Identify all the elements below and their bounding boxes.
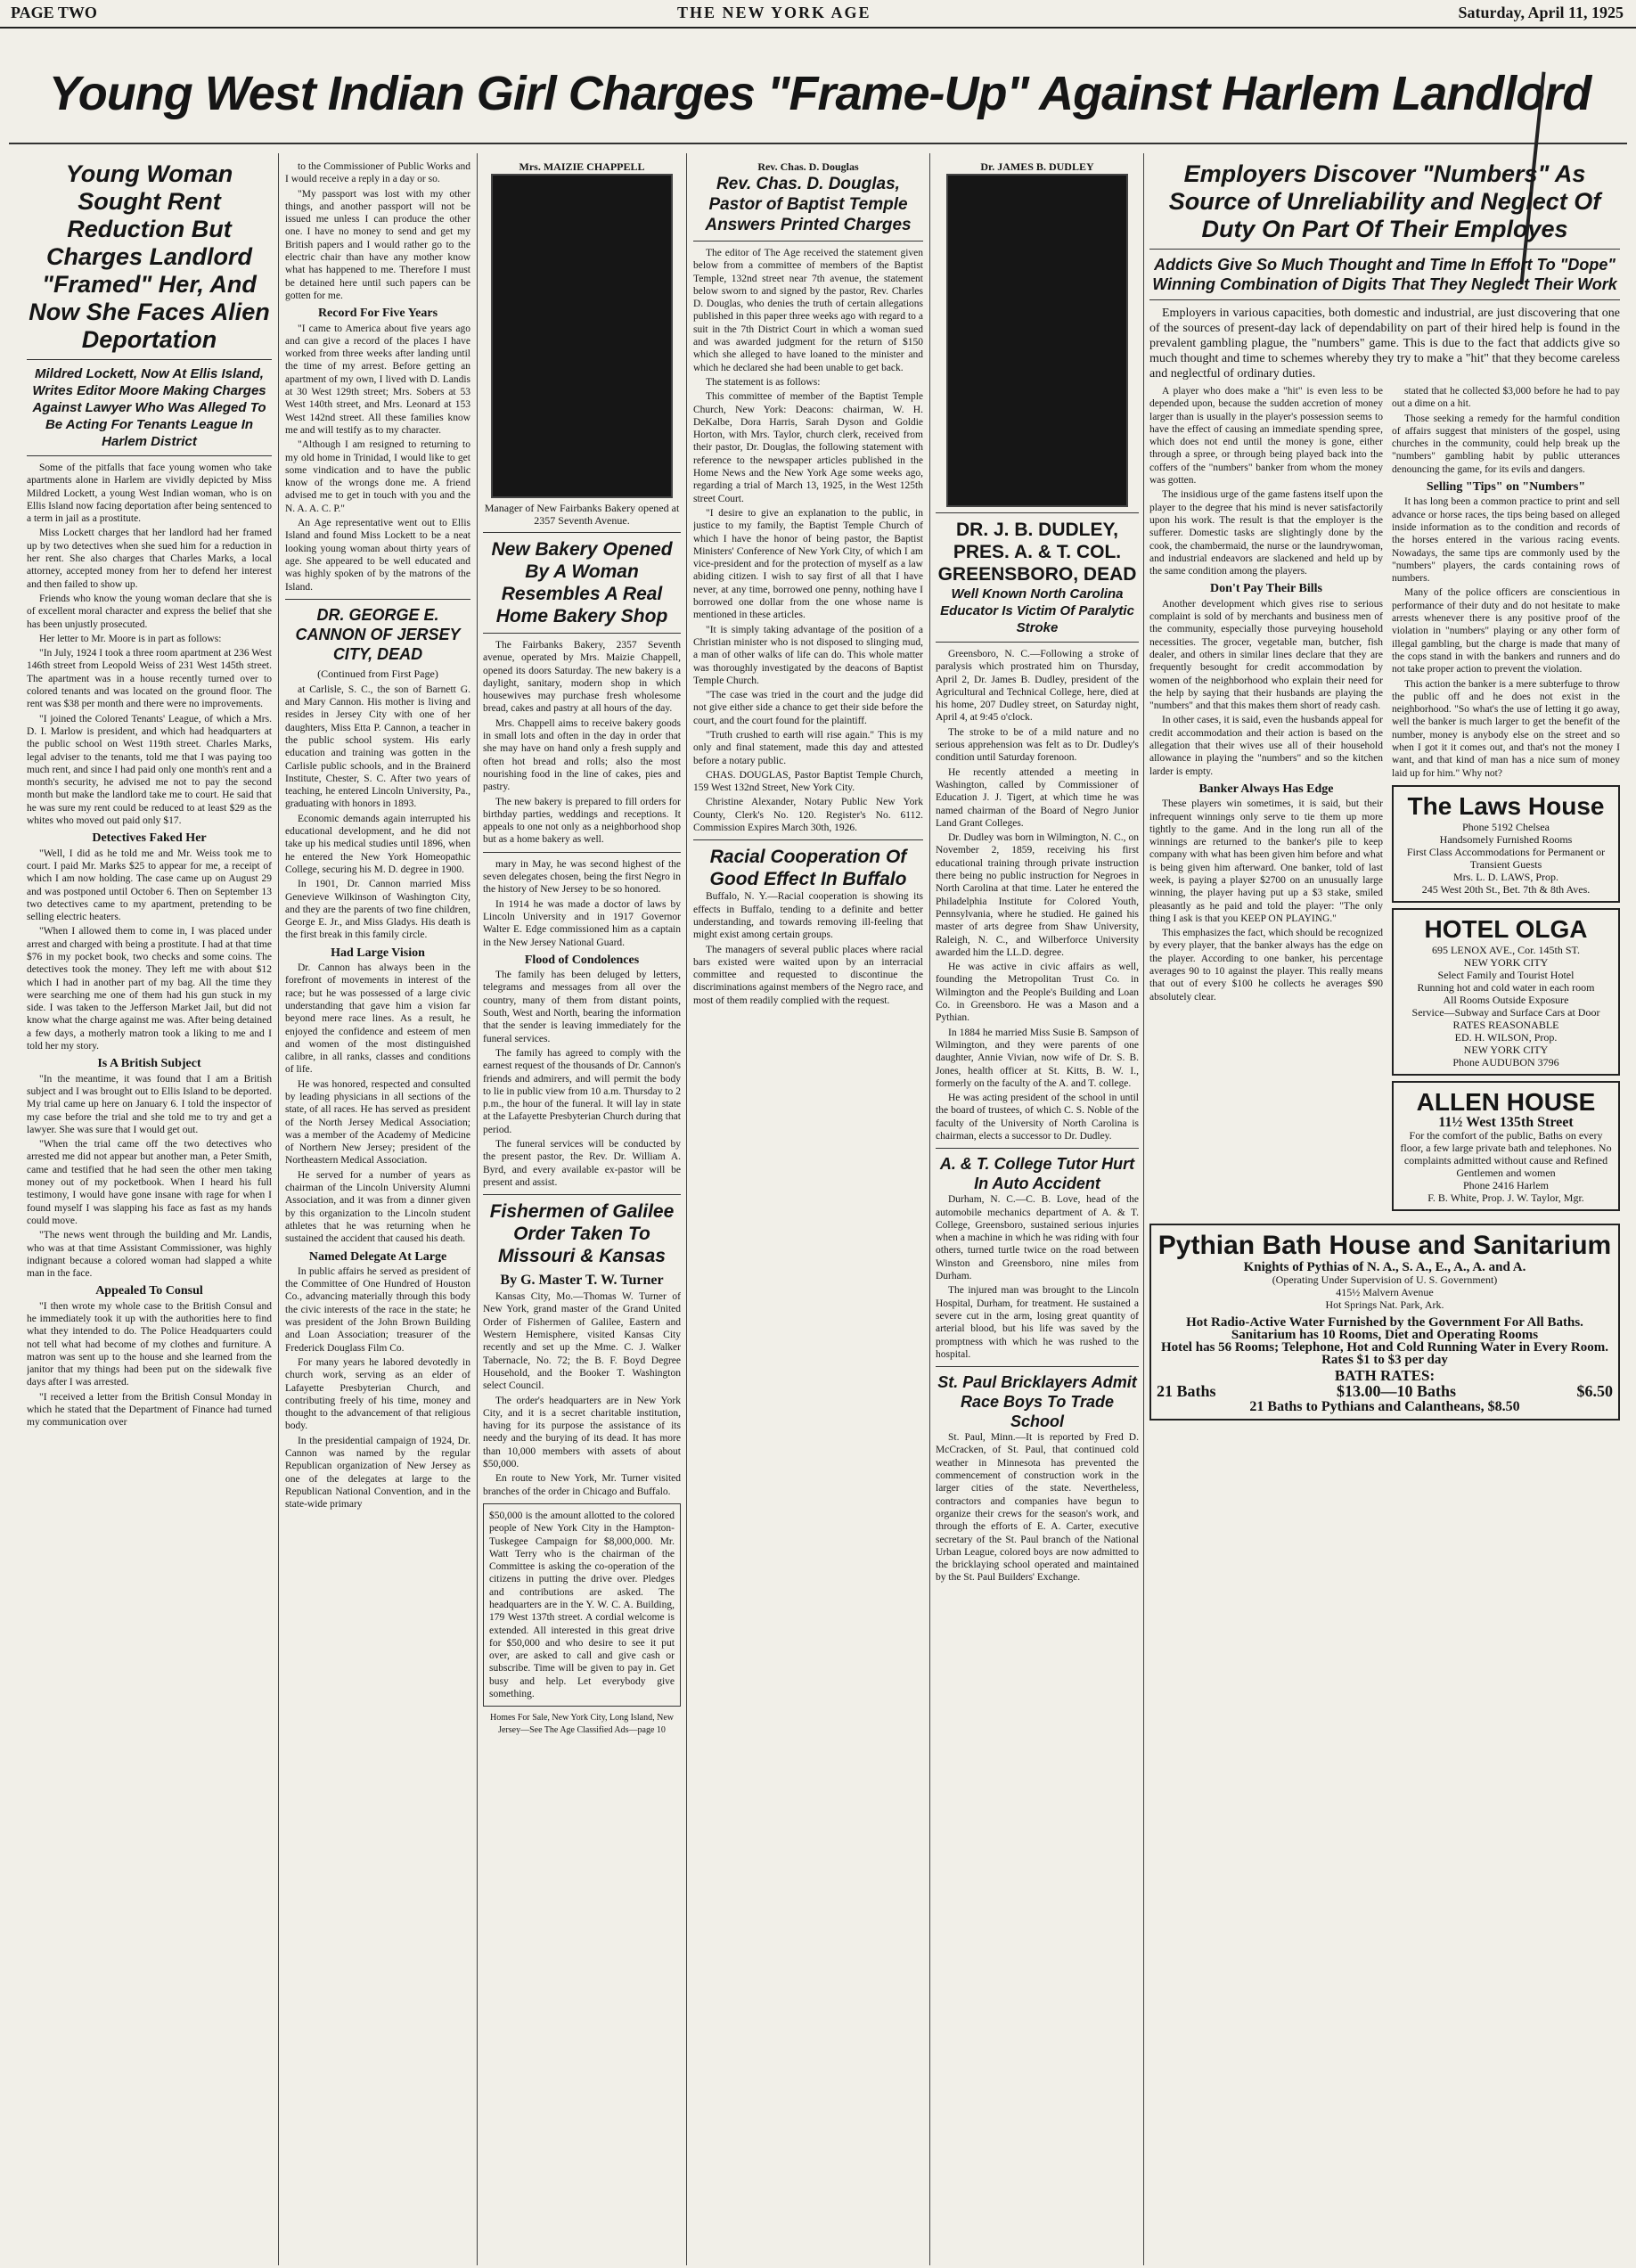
paragraph: "When the trial came off the two detectives who arrested me did not appear but another man, a Peter Smith, came and testified that he had seen the other men taking money out of my pocketbook. When I heard his full testimony, I would have gone insane with rage for when I found myself I was slapping his face as fast as my hands could move. <box>27 1139 272 1226</box>
ad-line: Phone AUDUBON 3796 <box>1452 1055 1559 1068</box>
ad-line: Mrs. L. D. LAWS, Prop. <box>1452 870 1559 883</box>
tutor-story <box>936 1193 1139 1361</box>
paragraph: In other cases, it is said, even the husbands appeal for credit accommodation and their action is based on the allegation that their wives use all of their household allowance in playing the "numbers" and so the kitchen larder is empty. <box>1149 715 1383 777</box>
ad-line: ED. H. WILSON, Prop. <box>1454 1030 1558 1044</box>
laws-house-ad <box>1392 785 1620 903</box>
paragraph: "In July, 1924 I took a three room apartment at 236 West 146th street from Leopold Weiss of 231 West 145th street. The apartment was in a house recently turned over to colored tenants and was located on the ground floor. The rent was $38 per month and there were no improvements. <box>27 648 272 710</box>
paragraph: "I came to America about five years ago and can give a record of the places I have worked from three weeks after landing until the time of my arrest. Before getting an apartment of my own, I lived with D. Landis at 30 West 129th street; Mrs. Sobers at 53 West 140th street, and Mrs. Leonard at 153 West 142nd street. All these families know me and will testify as to my character. <box>285 323 470 436</box>
subhead: Named Delegate At Large <box>308 1249 447 1264</box>
ad-rate-row: 21 Baths to Pythians and Calantheans, $8.50 <box>1249 1398 1520 1414</box>
paragraph: "It is simply taking advantage of the position of a Christian minister who is not disposed to slinging mud, a man of other walks of life can do. This whole matter was thoroughly investigated by the deacons of Baptist Temple Church. <box>693 624 923 686</box>
ad-line: All Rooms Outside Exposure <box>1443 993 1569 1006</box>
paragraph: "When I allowed them to come in, I was placed under arrest and charged with being a prostitute. I had at that time $76 in my pocket book, two checks and some coins. The detectives took the money. They left me with about $12 which I had in another part of my bag. All the time they were searching me one of them had his gun stuck in my side. I was taken to the Jefferson Market Jail, but did not know what the charge against me was. After being detained a few days, a motherly matron took a liking to me and I told her my story. <box>27 926 272 1052</box>
column-1 <box>27 160 272 2255</box>
paragraph: Her letter to Mr. Moore is in part as follows: <box>39 633 222 644</box>
paragraph: The insidious urge of the game fastens itself upon the player to the degree that his mind is never satisfactorily upon his work. The result is that the employer is the sufferer. Domestic tasks are slightingly done by the cook, the chambermaid, the nurse or the laundrywoman, and industrial endeavors are slackened and held up by the same condition among the players. <box>1149 489 1383 577</box>
paper-name: THE NEW YORK AGE <box>677 4 871 21</box>
racial-headline: Racial Cooperation Of Good Effect In Buffalo <box>709 847 907 890</box>
ad-line: Select Family and Tourist Hotel <box>1437 968 1575 981</box>
bricklayers-story <box>936 1431 1139 1584</box>
ad-hotel-note: Hotel has 56 Rooms; Telephone, Hot and Cold Running Water in Every Room. Rates $1 to $3 per day <box>1160 1339 1608 1367</box>
paragraph: Employers in various capacities, both domestic and industrial, are just discovering that one of the sources of present-day lack of dependability on part of their hired help is found in the prevalent gambling plague, the "numbers" game. This is due to the fact that addicts give so much thought and time to schemes whereby they try to make a "hit" that they become careless and neglectful of ordinary duties. <box>1149 307 1620 381</box>
headline-rule <box>9 143 1627 144</box>
paragraph: In 1884 he married Miss Susie B. Sampson of Wilmington, and they were parents of one daughter, Annie Vivian, now wife of Dr. S. B. Jones, health officer at St. Kitts, B. W. I., formerly on the faculty of the A. and T. college. <box>936 1027 1139 1089</box>
numbers-story-left <box>1149 385 1383 1216</box>
subhead: Record For Five Years <box>317 307 438 321</box>
column-5 <box>936 160 1139 2255</box>
paragraph: The editor of The Age received the statement given below from a committee of members of the Baptist Temple, 132nd street near 7th avenue, the statement below sworn to and signed by the pastor, Rev. Charles D. Douglas, who denies the truth of certain allegations published in this paper three weeks ago with regard to a suit in the 7th District Court in which a woman sued and was awarded judgment for the return of $150 which she alleged to have loaned to the minister and which he declared she had been unable to get back. <box>693 248 923 373</box>
fishermen-story <box>483 1290 681 1498</box>
paragraph: He recently attended a meeting in Washington, called by Commissioner of Education J. J. Tigert, at which time he was named chairman of the Board of Negro Junior Land Grant Colleges. <box>936 766 1139 829</box>
ad-line: Handsomely Furnished Rooms <box>1439 832 1573 846</box>
page-label: PAGE TWO <box>11 4 97 21</box>
paragraph: St. Paul, Minn.—It is reported by Fred D. McCracken, of St. Paul, that continued cold weather in Minnesota has prevented the commencement of construction work in the larger cities of the state. Nevertheless, contractors and companies have begun to organize their crews for the season's work, and through the efforts of E. A. Carter, executive secretary of the St. Paul branch of the National Urban League, colored boys are now admitted to the bricklaying school operated and maintained by the St. Paul Builders' Exchange. <box>936 1432 1139 1584</box>
column-6 <box>1149 160 1620 2255</box>
ad-line: Service—Subway and Surface Cars at Door <box>1411 1005 1600 1019</box>
photo-label: Dr. JAMES B. DUDLEY <box>980 160 1094 173</box>
paragraph: For many years he labored devotedly in church work, serving as an elder of Lafayette Presbyterian Church, and contributing freely of his time, money and thought to the advancement of that religious body. <box>285 1356 470 1432</box>
story-rule <box>936 1366 1139 1367</box>
portrait-photo <box>946 174 1128 507</box>
signature-line: CHAS. DOUGLAS, Pastor Baptist Temple Church, 159 West 132nd Street, New York City. <box>693 769 923 794</box>
hotel-olga-ad <box>1392 908 1620 1076</box>
subhead: Appealed To Consul <box>95 1284 203 1298</box>
subhead: Had Large Vision <box>331 946 425 960</box>
rate-right: $6.50 <box>1576 1381 1613 1400</box>
column-rule <box>278 153 279 2265</box>
paragraph: Buffalo, N. Y.—Racial cooperation is showing its effects in Buffalo, tending to a definite and better understanding, and towards removing ill-feeling that might exist among certain groups. <box>693 891 923 941</box>
ad-line: For the comfort of the public, Baths on every floor, a few large private bath and telephones. No complaints admitted without cause and Refined Gentlemen and women <box>1400 1128 1612 1179</box>
story-rule <box>483 633 681 634</box>
cannon-headline: DR. GEORGE E. CANNON OF JERSEY CITY, DEAD <box>295 605 461 663</box>
paragraph: to the Commissioner of Public Works and I would receive a reply in a day or so. <box>285 161 470 185</box>
rate-left: 21 Baths <box>1157 1381 1216 1400</box>
ad-title: The Laws House <box>1407 791 1605 820</box>
paragraph: Greensboro, N. C.—Following a stroke of paralysis which prostrated him on Thursday, April 2, Dr. James B. Dudley, president of the Agricultural and Technical College, here, died at his home, 207 Dudley street, on Saturday night, April 4, at 9:45 o'clock. <box>936 649 1139 724</box>
column-rule <box>477 153 478 2265</box>
lockett-story <box>27 462 272 1429</box>
paragraph: These players win sometimes, it is said, but their infrequent winnings only serve to tie them up more tightly to the game. And in the long run all of the winnings are returned to the banker's pile to keep company with what has been given him before and what is being given him afterward. One banker, told of last week, is paying a player $2700 on an unusually large winning, the player having put up a $3 stake, smiled pleasantly as he paid and told the player: "The only thing I ask is that you KEEP ON PLAYING." <box>1149 798 1383 924</box>
paragraph: A player who does make a "hit" is even less to be depended upon, because the sudden accretion of money larger than is usually in the player's possession seems to have the effect of causing an immediate spending spree, which does not end until the money is gone, either through a spree, or through being played back into the coffers of the "numbers" banker from whom the money was gotten. <box>1149 386 1383 487</box>
ad-line: Phone 5192 Chelsea <box>1462 820 1550 833</box>
ad-line: Hot Springs Nat. Park, Ark. <box>1325 1298 1444 1311</box>
paragraph: "The news went through the building and Mr. Landis, who was at that time Assistant Commissioner, was highly indignant because a colored woman had slapped a white man in the face. <box>27 1230 272 1280</box>
paragraph: The new bakery is prepared to fill orders for birthday parties, weddings and receptions. It appeals to one not only as a neighborhood shop but as a home bakery as well. <box>483 796 681 846</box>
paragraph: The statement is as follows: <box>706 376 821 388</box>
ad-line: RATES REASONABLE <box>1452 1018 1559 1031</box>
deck-rule <box>1149 299 1620 300</box>
ad-line: Phone 2416 Harlem <box>1463 1178 1549 1191</box>
ad-rate-row <box>1157 1382 1613 1401</box>
column-2 <box>285 160 470 2255</box>
numbers-story-right <box>1392 385 1620 780</box>
tutor-headline: A. & T. College Tutor Hurt In Auto Accident <box>939 1155 1135 1193</box>
classified-note: Homes For Sale, New York City, Long Island, New Jersey—See The Age Classified Ads—page 10 <box>489 1713 674 1736</box>
paragraph: Durham, N. C.—C. B. Love, head of the automobile mechanics department of A. & T. College, Greensboro, sustained serious injuries when a machine in which he was riding with four others, turned turtle twice on the road between Winston and Greensboro, nine miles from Durham. <box>936 1194 1139 1282</box>
ad-line: F. B. White, Prop. J. W. Taylor, Mgr. <box>1427 1191 1584 1204</box>
column-4 <box>693 160 923 2255</box>
paragraph: He was honored, respected and consulted by leading physicians in all sections of the state, of all races. He has served as president of the North Jersey Medical Association; was a member of the Academy of Medicine of Northern New Jersey; president of the Northeastern Medical Association. <box>285 1078 470 1167</box>
paragraph: "Well, I did as he told me and Mr. Weiss took me to court. I paid Mr. Marks $25 to appear for me, a receipt of which I am now holding. The case came up on August 29 and was postponed until October 6. Then on September 13 two detectives came to my apartment, pretending to be selling electric heaters. <box>27 847 272 923</box>
paragraph: Some of the pitfalls that face young women who take apartments alone in Harlem are vividly depicted by Miss Mildred Lockett, a young West Indian woman, who is on Ellis Island now facing deportation after being sentenced to a term in jail as a prostitute. <box>27 463 272 525</box>
paragraph: The stroke to be of a mild nature and no serious apprehension was felt as to Dr. Dudley's condition until Saturday forenoon. <box>936 726 1139 764</box>
paragraph: Those seeking a remedy for the harmful condition of affairs suggest that ministers of the gospel, using churches in the community, could help break up the "numbers" gambling habit by public utterances denouncing the game, for its evils and dangers. <box>1392 413 1620 475</box>
deck-rule <box>1149 249 1620 250</box>
photo-caption: Manager of New Fairbanks Bakery opened at 2357 Seventh Avenue. <box>484 502 680 527</box>
story-rule <box>693 241 923 242</box>
ad-title: Pythian Bath House and Sanitarium <box>1157 1230 1612 1260</box>
rate-mid: $13.00—10 Baths <box>1337 1381 1457 1400</box>
numbers-headline: Employers Discover "Numbers" As Source of Unreliability and Neglect Of Duty On Part Of Their Employes <box>1168 160 1601 242</box>
paragraph: In public affairs he served as president of the Committee of One Hundred of Houston Co., advancing materially through this body the civic interests of the race in the state; he was president of the John Brown Building and Loan Association; treasurer of the Frederick Douglass Film Co. <box>285 1265 470 1354</box>
paragraph: He served for a number of years as chairman of the Lincoln University Alumni Association, and it was from a dinner given by this organization to the Lincoln student athletes that he was returning when he sustained the accident that caused his death. <box>285 1169 470 1245</box>
paragraph: He was active in civic affairs as well, founding the Metropolitan Trust Co. in Wilmington and the People's Building and Loan Co. in Greensboro. He was a Mason and a Pythian. <box>936 962 1139 1024</box>
column-3 <box>483 160 681 2255</box>
continued-note: (Continued from First Page) <box>317 667 438 680</box>
story-rule <box>936 1148 1139 1149</box>
paragraph: The Fairbanks Bakery, 2357 Seventh avenue, operated by Mrs. Maizie Chappell, opened its doors Saturday. The new bakery is a daylight, sanitary, modern shop in which housewives may purchase fresh wholesome bread, cakes and pastry at all hours of the day. <box>483 640 681 715</box>
subhead: Don't Pay Their Bills <box>1210 582 1322 596</box>
paragraph: An Age representative went out to Ellis Island and found Miss Lockett to be a neat looking young woman about thirty years of age. She appeared to be well educated and was highly spoken of by the matrons of the Island. <box>285 518 470 593</box>
subhead: Detectives Faked Her <box>92 831 207 846</box>
ad-line: Running hot and cold water in each room <box>1417 980 1595 994</box>
paragraph: The order's headquarters are in New York City, and it is a secret charitable institution, having for its purpose the assistance of its needy and the burying of its dead. It has more than 10,000 members with assets of about $50,000. <box>483 1395 681 1470</box>
paragraph: In 1914 he was made a doctor of laws by Lincoln University and in 1917 Governor Walter E. Edge commissioned him as a captain in the New Jersey National Guard. <box>483 898 681 948</box>
column-rule <box>686 153 687 2265</box>
paragraph: In 1901, Dr. Cannon married Miss Genevieve Wilkinson of Washington City, and they are the parents of two fine children, George E. Jr., and Miss Gladys. His death is the first break in this family circle. <box>285 879 470 941</box>
paragraph: Mrs. Chappell aims to receive bakery goods in small lots and often in the day in order that she may have on hand only a fresh supply and often hot bread and rolls; also the most nourishing food in the line of cakes, pies and pastry. <box>483 717 681 793</box>
paragraph: "In the meantime, it was found that I am a British subject and I was brought out to Ellis Island to be deported. My trial came up here on January 6. I told the inspector of my case before the trial and she told me to try and get a lawyer. She was sure that I would get out. <box>27 1073 272 1135</box>
douglas-story <box>693 247 923 834</box>
paragraph: at Carlisle, S. C., the son of Barnett G. and Mary Cannon. His mother is living and resides in Jersey City with one of her daughters, Miss Etta P. Cannon, a teacher in the public school system. His early education and training was gotten in the Carlisle public schools, and in the Brainerd Institute, Chester, S. C. After two years of teaching, he entered Lincoln University, Pa., graduating with honors in 1893. <box>285 684 470 810</box>
paragraph: The managers of several public places where racial bars existed were waited upon by an interracial committee and requested to discontinue the discriminations against members of the Negro race, and most of them readily complied with the request. <box>693 944 923 1006</box>
story-rule <box>285 599 470 600</box>
ad-title: ALLEN HOUSE <box>1416 1087 1596 1116</box>
deck-rule <box>27 455 272 456</box>
story-rule <box>936 512 1139 513</box>
paragraph: Many of the police officers are conscientious in performance of their duty and do not hesitate to make arrests whenever there is any positive proof of the violation in "numbers" playing or any other form of illegal gambling, but the charge is made that many of the cops stand in with the bankers and runners and do not take proper action to prevent the violation. <box>1392 587 1620 675</box>
cannon-story <box>285 684 470 1511</box>
column-rule <box>1143 153 1144 2265</box>
banner-headline: Young West Indian Girl Charges "Frame-Up" Against Harlem Landlord <box>48 67 1591 120</box>
allen-house-ad <box>1392 1081 1620 1211</box>
paragraph: In the presidential campaign of 1924, Dr. Cannon was named by the regular Republican organization of New Jersey as one of the delegates at large to the Republican National Convention, and in the state-wide primary <box>285 1435 470 1511</box>
page-folio <box>0 0 1636 29</box>
paragraph: En route to New York, Mr. Turner visited branches of the order in Chicago and Buffalo. <box>483 1473 681 1497</box>
racial-story <box>693 890 923 1007</box>
story-rule <box>693 839 923 840</box>
notary-line: Christine Alexander, Notary Public New York County, Clerk's No. 120. Register's No. 6112. Commission Expires March 30th, 1926. <box>693 797 923 834</box>
paragraph: "The case was tried in the court and the judge did not give either side a chance to get their side before the court, and the court found for the plaintiff. <box>693 690 923 726</box>
dudley-subdeck: Well Known North Carolina Educator Is Victim Of Paralytic Stroke <box>940 586 1134 635</box>
paragraph: Miss Lockett charges that her landlord had her framed up by two detectives when she sued him for a reduction in her rent. She also charges that Charles Marks, a local attorney, accepted money from her to defend her interest and then failed to show up. <box>27 528 272 590</box>
issue-date: Saturday, April 11, 1925 <box>1458 4 1624 21</box>
paragraph: Economic demands again interrupted his educational development, and he did not take up his medical studies until 1896, when he entered the New York Homeopathic College, securing his M. D. degree in 1900. <box>285 813 470 875</box>
ad-line: (Operating Under Supervision of U. S. Government) <box>1272 1273 1498 1286</box>
pythian-bath-house-ad <box>1149 1224 1620 1421</box>
douglas-headline: Rev. Chas. D. Douglas, Pastor of Baptist Temple Answers Printed Charges <box>705 175 912 234</box>
ad-line: NEW YORK CITY <box>1463 1043 1549 1056</box>
story-rule <box>936 642 1139 643</box>
photo-label: Mrs. MAIZIE CHAPPELL <box>519 160 645 173</box>
deck-rule <box>27 359 272 360</box>
numbers-lead <box>1149 306 1620 381</box>
paragraph: Dr. Cannon has always been in the forefront of movements in interest of the race; but he was possessed of a large civic understanding that gave him a vision far beyond mere race lines. As a result, he enjoyed the confidence and esteem of men and women of the most distinguished calibre, in all ranks, classes and conditions of life. <box>285 962 470 1076</box>
paragraph: "I desire to give an explanation to the public, in justice to my family, the Baptist Temple Church of which I have the honor of being pastor, the Baptist Ministers' Conference of New York City, of which I am vice-president and for the protection of myself as a law abiding citizen. I wish to say first of all that I have never, at any time, borrowed one penny, nothing have I borrowed one dollar from the one whose name is mentioned in these articles. <box>693 507 923 621</box>
subhead: Flood of Condolences <box>524 953 640 967</box>
paragraph: mary in May, he was second highest of the seven delegates chosen, being the first Negro in the history of New Jersey to be so honored. <box>483 858 681 896</box>
paragraph: This action the banker is a mere subterfuge to throw the public off and he does not exist in the neighborhood. "So what's the use of letting it go away, well the banker is much larger to get the benefit of the number, money is anybody else on the street and so when I got it it comes out, and that's not the money I want, and that kind of man has a nice sum of money laid up for him." Why not? <box>1392 678 1620 779</box>
lockett-subdeck: Mildred Lockett, Now At Ellis Island, Writes Editor Moore Making Charges Against Lawyer Who Was Alleged To Be Acting For Tenants League In Harlem District <box>32 366 266 449</box>
bakery-headline: New Bakery Opened By A Woman Resembles A Real Home Bakery Shop <box>491 539 673 626</box>
paragraph: "I then wrote my whole case to the British Consul and he immediately took it up with the authorities here to find what they intended to do. The Police Headquarters could not tell what had become of my clothes and furniture. A matron was sent up to the house and she learned from the janitor that my things had been put on the sidewalk five days after I was arrested. <box>27 1300 272 1388</box>
numbers-right-stack <box>1392 385 1620 1216</box>
story-rule <box>483 852 681 853</box>
fishermen-byline: By G. Master T. W. Turner <box>500 1273 664 1289</box>
ad-hot-water-note: Hot Radio-Active Water Furnished by the Government For All Baths. Sanitarium has 10 Rooms, Diet and Operating Rooms <box>1186 1314 1583 1342</box>
ad-line: 695 LENOX AVE., Cor. 145th ST. <box>1432 943 1580 956</box>
ad-line: 415½ Malvern Avenue <box>1336 1285 1434 1298</box>
numbers-subdeck: Addicts Give So Much Thought and Time In Effort To "Dope" Winning Combination of Digits That They Neglect Their Work <box>1152 256 1617 293</box>
ad-line: First Class Accommodations for Permanent or Transient Guests <box>1406 845 1606 871</box>
ad-line: 245 West 20th St., Bet. 7th & 8th Aves. <box>1421 882 1591 896</box>
paragraph: The funeral services will be conducted by the present pastor, the Rev. Dr. William A. Byrd, and every available ex-pastor will be present and assist. <box>483 1138 681 1188</box>
paragraph: stated that he collected $3,000 before he had to pay out a dime on a hit. <box>1392 386 1620 410</box>
subhead: Is A British Subject <box>97 1057 201 1071</box>
story-rule <box>483 532 681 533</box>
subhead: Banker Always Has Edge <box>1198 782 1334 796</box>
bricklayers-headline: St. Paul Bricklayers Admit Race Boys To Trade School <box>937 1373 1137 1431</box>
fishermen-headline: Fishermen of Galilee Order Taken To Missouri & Kansas <box>489 1201 675 1267</box>
story-rule <box>483 1194 681 1195</box>
paragraph: The injured man was brought to the Lincoln Hospital, Durham, for treatment. He sustained a severe cut in the arm, losing great quantity of arterial blood, but his life was saved by the promptness with which he was rushed to the hospital. <box>936 1285 1139 1360</box>
ad-sub: Knights of Pythias of N. A., S. A., E., A., A. and A. <box>1243 1259 1526 1274</box>
paragraph: He was acting president of the school in until the board of trustees, of which C. S. Noble of the faculty of the University of North Carolina is chairman, elects a successor to Dr. Dudley. <box>936 1093 1139 1142</box>
paragraph: Kansas City, Mo.—Thomas W. Turner of New York, grand master of the Grand United Order of Fishermen of Galilee, Eastern and Western Hemisphere, visited Kansas City recently and set up the Mme. C. J. Walker Tabernacle, No. 72; the B. F. Boyd Degree Household, and the Booker T. Washington select Council. <box>483 1291 681 1392</box>
numbers-two-col <box>1149 385 1620 1216</box>
lockett-deck: Young Woman Sought Rent Reduction But Charges Landlord "Framed" Her, And Now She Faces Alien Deportation <box>29 160 270 353</box>
cannon-story-continued <box>483 858 681 1189</box>
paragraph: The family has agreed to comply with the earnest request of the thousands of Dr. Cannon's friends and admirers, and will permit the body to lie in public view from 10 a.m. Thursday to 2 p.m., the hour of the funeral. It will lay in state at the Lafayette Presbyterian Church during that period. <box>483 1047 681 1135</box>
paragraph: Another development which gives rise to serious complaint is sold of by merchants and business men of the community, especially those purveying household necessities. The grocer, vegetable man, butcher, fish dealer, and others in similar lines declare that they are frequently besought for credit accommodation by women of the neighborhood who explain their need for the help by saying that their husbands are playing the "numbers" and that this makes them short of ready cash. <box>1149 598 1383 712</box>
ad-line: NEW YORK CITY <box>1463 955 1549 969</box>
paragraph: This committee of member of the Baptist Temple Church, New York: Deacons: chairman, W. H. DeKalbe, Dora Harris, Sarah Dyson and Goldie Horton, with Mrs. Taylor, church clerk, received from their pastor, Dr. Douglas, the following statement with reference to the newspaper articles published in the Home News and the New York Age some weeks ago, regarding a trial of March 13, 1925, in the West 125th street Court. <box>693 391 923 504</box>
lockett-story-continued <box>285 160 470 594</box>
paragraph: It has long been a common practice to print and sell advance or horse races, the tips being based on alleged inside information as to the condition and records of the horses entered in the various racing events. Nowadays, the same tips are commonly used by the "numbers" players, the cards containing rows of numbers. <box>1392 496 1620 585</box>
ad-bath-rates-label: BATH RATES: <box>1334 1366 1436 1384</box>
ad-address: 11½ West 135th Street <box>1438 1114 1574 1130</box>
paragraph: "I joined the Colored Tenants' League, of which a Mrs. D. I. Marlow is president, and which had headquarters at the public school on West 119th street. Charles Marks, legal adviser to the tenants, told me that I was paying too much rent, and since I had paid only one month's rent and a month's security, he advised me not to pay the second month but make the landlord take me to court. He said that he was sure my rent could be reduced to at least $29 as the whites who moved out paid only $17. <box>27 713 272 827</box>
paragraph: "I received a letter from the British Consul Monday in which he stated that the Department of Finance had turned my communication over <box>27 1391 272 1429</box>
paragraph: The family has been deluged by letters, telegrams and messages from all over the country, many of them from distant points, South, West and North, bearing the information that the sender is leaving immediately for the funeral services. <box>483 970 681 1044</box>
subhead: Selling "Tips" on "Numbers" <box>1426 480 1586 495</box>
paragraph: Friends who know the young woman declare that she is of excellent moral character and express the belief that she has been unjustly prosecuted. <box>27 593 272 630</box>
column-rule <box>929 153 930 2265</box>
ad-title: HOTEL OLGA <box>1424 914 1588 943</box>
paragraph: This emphasizes the fact, which should be recognized by every player, that the banker always has the edge on the player. According to one banker, his percentage averages 90 to 10 against the player. This really means that out of every $100 he collects he averages $90 absolutely clear. <box>1149 928 1383 1003</box>
campaign-notice-box: $50,000 is the amount allotted to the colored people of New York City in the Hampton-Tuskegee Campaign for $8,000,000. Mr. Watt Terry who is the chairman of the Committee is asking the co-operation of the citizens in putting the drive over. Pledges and contributions are asked. The headquarters are in the Y. W. C. A. Building, 179 West 137th street. A cordial welcome is extended. All interested in this great drive for $50,000 and who desire to see it put over, are asked to call and give cash or subscribe. Time will be given to pay in. Get busy and help. Let everybody give something. <box>483 1503 681 1707</box>
paragraph: "My passport was lost with my other things, and another passport will not be issued me unless I can produce the other one. I have no money to send and get my British papers and I would rather go to the electric chair than have any mother know what has happened to me. Therefore I must be detained here until such papers can be gotten for me. <box>285 188 470 301</box>
dudley-headline: DR. J. B. DUDLEY, PRES. A. & T. COL. GREENSBORO, DEAD <box>937 520 1137 585</box>
dudley-story <box>936 648 1139 1142</box>
bakery-story <box>483 639 681 847</box>
portrait-photo <box>491 174 673 498</box>
paragraph: "Truth crushed to earth will rise again." This is my only and final statement, made this day and attested before a notary public. <box>693 729 923 766</box>
paragraph: Dr. Dudley was born in Wilmington, N. C., on November 2, 1859, receiving his first educational training through private instruction there being no public instruction for Negroes in North Carolina at that time. Later he entered the Philadelphia Institute for Colored Youth, Pennsylvania, where he studied. He gained his master of arts degree from Shaw University, Raleigh, N. C., and Wilberforce University awarded him the LL.D. degree. <box>936 832 1139 958</box>
photo-label: Rev. Chas. D. Douglas <box>757 160 859 173</box>
paragraph: "Although I am resigned to returning to my old home in Trinidad, I would like to get some vindication and to have the public know of the wrongs done me. A friend advised me to get in touch with you and the N. A. A. C. P." <box>285 439 470 514</box>
